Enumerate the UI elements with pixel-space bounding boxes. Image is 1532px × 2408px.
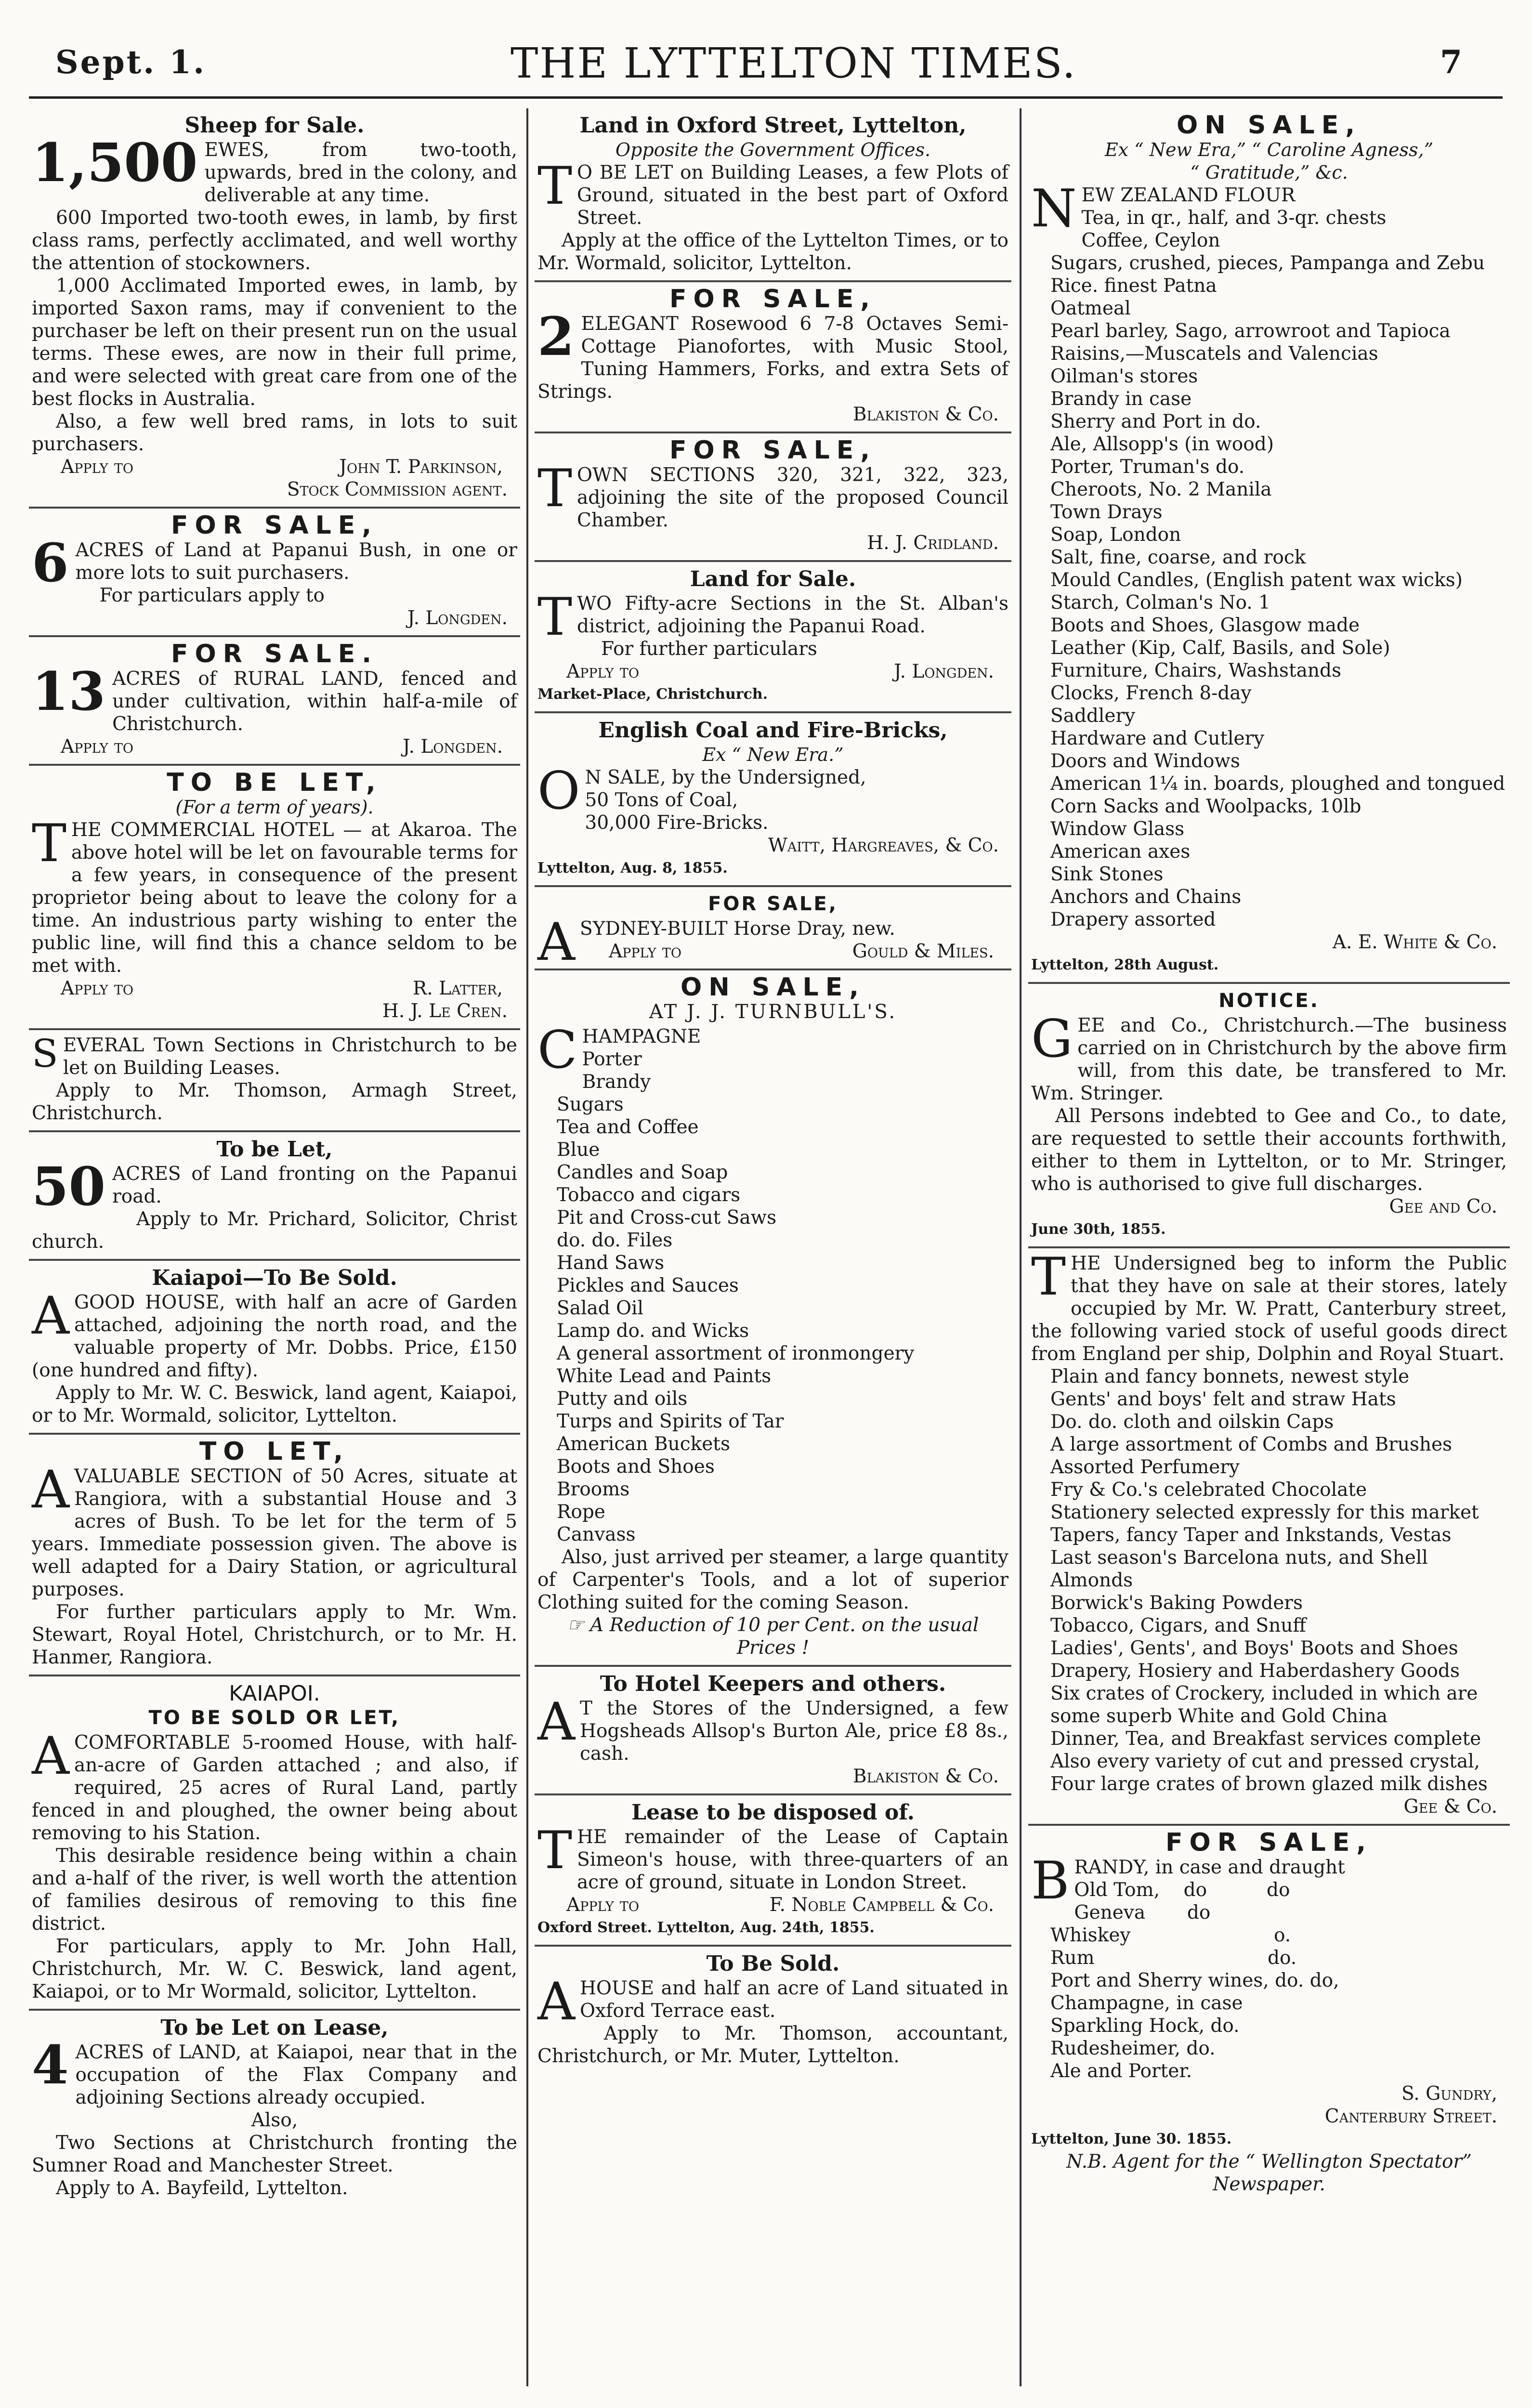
ad-subtitle: Ex “ New Era.” xyxy=(702,744,844,765)
ad-title: Sheep for Sale. xyxy=(184,113,365,138)
apply-label: Apply to xyxy=(566,661,640,682)
list-item: Assorted Perfumery xyxy=(1050,1456,1240,1478)
ad-title: NOTICE. xyxy=(1218,990,1320,1012)
apply-label: Apply to xyxy=(609,941,682,962)
ad-signature xyxy=(537,1894,1008,1916)
agent-note: N.B. Agent for the “ Wellington Spectator” Newspaper. xyxy=(1066,2151,1472,2195)
list-item: Rice. finest Patna xyxy=(1050,275,1217,297)
list-item: Canvass xyxy=(557,1524,636,1545)
list-item: Tapers, fancy Taper and Inkstands, Vestas xyxy=(1050,1524,1452,1546)
ad-title: ON SALE, xyxy=(1177,111,1362,140)
price-note: ☞ A Reduction of 10 per Cent. on the usual Prices ! xyxy=(567,1614,979,1659)
list-item: Old Tom, do do xyxy=(1074,1879,1290,1901)
list-item: Cheroots, No. 2 Manila xyxy=(1050,479,1272,500)
ad-date: Lyttelton, June 30. 1855. xyxy=(1031,2131,1232,2147)
drop-cap: B xyxy=(1031,1851,1070,1911)
lead-number: 6 xyxy=(32,532,69,594)
page-header xyxy=(0,39,1532,88)
ad-signature: Gee & Co. xyxy=(1403,1796,1497,1818)
ad-commercial-hotel xyxy=(29,766,520,1030)
ad-house-sold xyxy=(535,1947,1011,2073)
ad-pratt-stores xyxy=(1028,1248,1510,1826)
ad-text: 50 Tons of Coal, xyxy=(585,789,738,811)
list-item: Sparkling Hock, do. xyxy=(1050,2015,1240,2037)
drop-cap: A xyxy=(32,1286,69,1346)
ad-text: For particulars, apply to Mr. John Hall, Christchurch, Mr. W. C. Beswick, land agent, Kaiapoi, or to Mr Wormald, solicitor, Lyttelton. xyxy=(32,1936,517,2002)
list-item: Sink Stones xyxy=(1050,864,1164,885)
ad-text: HE Undersigned beg to inform the Public that they have on sale at their stores, lately occupied by Mr. W. Pratt, Canterbury street, the following varied stock of useful goods direct from England per ship, Dolphin and Royal Stuart. xyxy=(1031,1253,1507,1365)
goods-list xyxy=(1031,1365,1507,1795)
ad-text: ACRES of Land at Papanui Bush, in one or more lots to suit purchasers. xyxy=(75,539,517,584)
list-item: Doors and Windows xyxy=(1050,750,1240,772)
ad-signature: Blakiston & Co. xyxy=(852,404,999,425)
ad-rural-land xyxy=(29,637,520,766)
ad-text: WO Fifty-acre Sections in the St. Alban's district, adjoining the Papanui Road. xyxy=(577,593,1008,637)
ad-text: 600 Imported two-tooth ewes, in lamb, by first class rams, perfectly acclimated, and well worthy the attention of stockowners. xyxy=(32,207,517,274)
list-item: Do. do. cloth and oilskin Caps xyxy=(1050,1411,1334,1433)
ad-subtitle: “ Gratitude,” &c. xyxy=(1190,162,1348,183)
list-item: Rum do. xyxy=(1050,1947,1297,1969)
lead-number: 1,500 xyxy=(32,131,198,194)
list-item: Ladies', Gents', and Boys' Boots and Shoes xyxy=(1050,1637,1458,1659)
ad-pianofortes xyxy=(535,282,1011,433)
ad-subtitle: Ex “ New Era,” “ Caroline Agness,” xyxy=(1104,139,1434,160)
lead-number: 50 xyxy=(32,1155,106,1217)
list-item: Last season's Barcelona nuts, and Shell Almonds xyxy=(1050,1547,1428,1591)
ad-signature: Blakiston & Co. xyxy=(852,1766,999,1787)
list-item: Corn Sacks and Woolpacks, 10lb xyxy=(1050,796,1362,817)
ad-text: Apply to Mr. Thomson, accountant, Christchurch, or Mr. Muter, Lyttelton. xyxy=(537,2023,1008,2067)
ad-title: To Be Sold. xyxy=(706,1951,840,1976)
list-item: Plain and fancy bonnets, newest style xyxy=(1050,1366,1410,1387)
list-item: Rudesheimer, do. xyxy=(1050,2038,1216,2059)
ad-text: HOUSE and half an acre of Land situated in Oxford Terrace east. xyxy=(580,1977,1008,2022)
list-item: Dinner, Tea, and Breakfast services complete xyxy=(1050,1728,1481,1750)
ad-lease-disposal xyxy=(535,1795,1011,1947)
list-item: Brooms xyxy=(557,1479,630,1500)
list-item: Raisins,—Muscatels and Valencias xyxy=(1050,343,1378,365)
list-item: Ale and Porter. xyxy=(1050,2060,1192,2082)
ad-hotel-keepers xyxy=(535,1667,1011,1795)
ad-signature xyxy=(580,940,1008,963)
list-item: Sugars xyxy=(557,1094,624,1115)
list-item: Window Glass xyxy=(1050,818,1185,840)
drop-cap: C xyxy=(537,1020,577,1080)
ad-signature: Canterbury Street. xyxy=(1324,2106,1497,2127)
list-item: Ale, Allsopp's (in wood) xyxy=(1050,433,1274,455)
list-item: Also every variety of cut and pressed crystal, xyxy=(1050,1751,1480,1772)
drop-cap: S xyxy=(32,1031,58,1076)
ad-title: FOR SALE, xyxy=(708,893,838,915)
ad-text: COMFORTABLE 5-roomed House, with half-an-acre of Garden attached ; and also, if required, 25 acres of Rural Land, partly fenced in and ploughed, the owner being about removing to his Station. xyxy=(32,1732,517,1844)
masthead-title: THE LYTTELTON TIMES. xyxy=(511,39,1077,88)
list-item: Boots and Shoes xyxy=(557,1456,715,1478)
ad-kaiapoi-house xyxy=(29,1261,520,1435)
list-item: Pit and Cross-cut Saws xyxy=(557,1207,777,1229)
ad-text: EE and Co., Christchurch.—The business carried on in Christchurch by the above firm will, from this date, be transfered to Mr. Wm. Stringer. xyxy=(1031,1015,1507,1104)
ad-place: Market-Place, Christchurch. xyxy=(537,686,768,703)
goods-list xyxy=(1031,1879,1507,2082)
list-item: American axes xyxy=(1050,841,1191,863)
list-item: Six crates of Crockery, included in which are some superb White and Gold China xyxy=(1050,1683,1478,1727)
list-item: Blue xyxy=(557,1139,600,1161)
ad-title: Lease to be disposed of. xyxy=(631,1800,915,1825)
list-item: Starch, Colman's No. 1 xyxy=(1050,592,1270,614)
ad-text: Also, just arrived per steamer, a large quantity of Carpenter's Tools, and a lot of superior Clothing suited for the coming Season. xyxy=(537,1546,1008,1613)
list-item: Borwick's Baking Powders xyxy=(1050,1592,1303,1614)
lead-number: 4 xyxy=(32,2034,69,2096)
ad-title: FOR SALE, xyxy=(669,436,877,465)
header-rule xyxy=(29,96,1503,99)
list-item: Geneva do xyxy=(1074,1902,1211,1924)
list-item: Fry & Co.'s celebrated Chocolate xyxy=(1050,1479,1367,1501)
advertiser-name: Gould & Miles. xyxy=(852,941,994,962)
drop-cap: A xyxy=(537,1972,575,2032)
list-item: Porter, Truman's do. xyxy=(1050,456,1245,478)
ad-text: 1,000 Acclimated Imported ewes, in lamb, by imported Saxon rams, may if convenient to the purchaser be left on their present run on the usual terms. These ewes, are now in their full prime, and were selected with great care from one of the best flocks in Australia. xyxy=(32,275,517,410)
list-item: Furniture, Chairs, Washstands xyxy=(1050,660,1341,681)
list-item: Four large crates of brown glazed milk dishes xyxy=(1050,1773,1488,1795)
drop-cap: A xyxy=(32,1726,69,1786)
list-item: Port and Sherry wines, do. do, xyxy=(1050,1970,1339,1991)
lead-number: 2 xyxy=(537,305,575,367)
ad-rangiora-section xyxy=(29,1435,520,1676)
list-item: Pearl barley, Sago, arrowroot and Tapioca xyxy=(1050,320,1451,342)
ad-brandy-sale xyxy=(1028,1826,1510,2201)
list-item: Leather (Kip, Calf, Basils, and Sole) xyxy=(1050,637,1390,659)
ad-title: Land in Oxford Street, Lyttelton, xyxy=(579,113,967,138)
drop-cap: O xyxy=(537,761,580,821)
list-item: Salt, fine, coarse, and rock xyxy=(1050,547,1306,568)
ad-text: VALUABLE SECTION of 50 Acres, situate at Rangiora, with a substantial House and 3 acres of Bush. To be let for the term of 5 years. Immediate possession given. The above is well adapted for a Dairy Station, or agricultural purposes. xyxy=(32,1466,517,1600)
ad-title: To be Let, xyxy=(216,1137,333,1162)
list-item: Champagne, in case xyxy=(1050,1992,1243,2014)
list-item: Whiskey o. xyxy=(1050,1924,1291,1946)
list-item: Porter xyxy=(582,1048,642,1070)
list-item: Lamp do. and Wicks xyxy=(557,1320,749,1342)
advertiser-name: J. Longden. xyxy=(402,736,503,758)
list-item: Sugars, crushed, pieces, Pampanga and Zebu xyxy=(1050,252,1485,274)
list-item: Gents' and boys' felt and straw Hats xyxy=(1050,1388,1396,1410)
ad-horse-dray xyxy=(535,887,1011,970)
list-item: Boots and Shoes, Glasgow made xyxy=(1050,615,1360,636)
ad-signature: H. J. Cridland. xyxy=(867,532,999,554)
ad-signature: A. E. White & Co. xyxy=(1332,931,1497,953)
ad-text: Also, a few well bred rams, in lots to suit purchasers. xyxy=(32,411,517,455)
column-2 xyxy=(535,108,1011,2382)
ad-subtitle: AT J. J. TURNBULL'S. xyxy=(649,1001,897,1023)
ad-title: Land for Sale. xyxy=(690,567,856,591)
column-3 xyxy=(1028,108,1510,2382)
list-item: Mould Candles, (English patent wax wicks) xyxy=(1050,569,1463,591)
apply-label: Apply to xyxy=(61,456,134,478)
ad-text: ACRES of LAND, at Kaiapoi, near that in the occupation of the Flax Company and adjoining Sections already occupied. xyxy=(75,2042,517,2108)
ad-text: Two Sections at Christchurch fronting the Sumner Road and Manchester Street. xyxy=(32,2132,517,2176)
list-item: Tobacco, Cigars, and Snuff xyxy=(1050,1615,1307,1636)
ad-turnbull-sale xyxy=(535,970,1011,1667)
ad-date: June 30th, 1855. xyxy=(1031,1221,1166,1238)
ad-title: FOR SALE, xyxy=(669,285,877,314)
list-item: Hand Saws xyxy=(557,1252,665,1274)
list-item: Brandy in case xyxy=(1050,388,1192,410)
list-item: Clocks, French 8-day xyxy=(1050,682,1252,704)
list-item: Drapery assorted xyxy=(1050,909,1216,930)
list-item: Oatmeal xyxy=(1050,298,1131,319)
list-item: Town Drays xyxy=(1050,501,1163,523)
ad-text: Apply to A. Bayfeild, Lyttelton. xyxy=(56,2177,348,2199)
list-item: Rope xyxy=(557,1501,605,1523)
ad-signature xyxy=(32,735,517,758)
ad-fifty-acres xyxy=(29,1132,520,1261)
ad-title: TO BE LET, xyxy=(167,768,382,797)
list-item: Soap, London xyxy=(1050,524,1181,546)
ad-signature: S. Gundry, xyxy=(1401,2083,1497,2105)
ad-white-sale xyxy=(1028,108,1510,984)
list-item: American 1¼ in. boards, ploughed and tongued xyxy=(1050,773,1506,795)
ad-text: T the Stores of the Undersigned, a few Hogsheads Allsop's Burton Ale, price £8 8s., cash. xyxy=(580,1698,1008,1765)
ad-text: EW ZEALAND FLOUR xyxy=(1081,184,1296,206)
list-item: Drapery, Hosiery and Haberdashery Goods xyxy=(1050,1660,1460,1682)
goods-list xyxy=(537,1048,1008,1546)
page-number: 7 xyxy=(1440,43,1462,81)
ad-text: All Persons indebted to Gee and Co., to date, are requested to settle their accounts forthwith, either to them in Lyttelton, or to Mr. Stringer, who is authorised to give full discharges. xyxy=(1031,1105,1507,1195)
ad-signature xyxy=(32,977,517,1000)
ad-text: O BE LET on Building Leases, a few Plots of Ground, situated in the best part of Oxford Street. xyxy=(577,162,1008,229)
ad-text: HE COMMERCIAL HOTEL — at Akaroa. The above hotel will be let on favourable terms for a few years, in consequence of the present proprietor being about to leave the colony for a time. An industrious party wishing to enter the public line, will find this a chance seldom to be met with. xyxy=(32,819,517,977)
ad-title: FOR SALE, xyxy=(171,511,378,540)
ad-text: HE remainder of the Lease of Captain Simeon's house, with three-quarters of an acre of ground, situate in London Street. xyxy=(577,1826,1008,1893)
ad-text: Also, xyxy=(251,2109,298,2131)
ad-kaiapoi-cottage xyxy=(29,1676,520,2011)
ad-text: Apply to Mr. W. C. Beswick, land agent, Kaiapoi, or to Mr. Wormald, solicitor, Lyttelton. xyxy=(32,1382,517,1426)
ad-text: OWN SECTIONS 320, 321, 322, 323, adjoining the site of the proposed Council Chamber. xyxy=(577,464,1008,531)
ad-date: Lyttelton, Aug. 8, 1855. xyxy=(537,860,728,877)
ad-subtitle: (For a term of years). xyxy=(175,797,374,818)
drop-cap: T xyxy=(537,587,573,647)
advertiser-role: Stock Commission agent. xyxy=(287,479,508,500)
list-item: Brandy xyxy=(582,1071,651,1093)
ad-text: ACRES of RURAL LAND, fenced and under cultivation, within half-a-mile of Christchurch. xyxy=(112,668,517,735)
advertiser-name: F. Noble Campbell & Co. xyxy=(769,1894,994,1916)
ad-title: Kaiapoi—To Be Sold. xyxy=(152,1266,397,1290)
ad-title: ON SALE, xyxy=(681,973,865,1002)
ad-text: Apply to Mr. Thomson, Armagh Street, Christchurch. xyxy=(32,1080,517,1124)
ad-title: To be Let on Lease, xyxy=(160,2015,389,2040)
ad-papanui-land xyxy=(29,509,520,637)
ad-title: To Hotel Keepers and others. xyxy=(600,1672,946,1696)
ad-subtitle: Opposite the Government Offices. xyxy=(615,139,931,160)
ad-text: GOOD HOUSE, with half an acre of Garden attached, adjoining the north road, and the valuable property of Mr. Dobbs. Price, £150 (one hundred and fifty). xyxy=(32,1292,517,1381)
list-item: Tea and Coffee xyxy=(557,1116,699,1138)
ad-text: For further particulars xyxy=(601,638,817,660)
drop-cap: T xyxy=(537,1820,573,1881)
list-item: Coffee, Ceylon xyxy=(1081,230,1220,251)
list-item: Putty and oils xyxy=(557,1388,688,1410)
list-item: White Lead and Paints xyxy=(557,1365,772,1387)
drop-cap: N xyxy=(1031,179,1077,239)
advertiser-name: J. Longden. xyxy=(893,661,994,682)
advertiser-name: R. Latter, xyxy=(412,978,503,999)
drop-cap: T xyxy=(1031,1247,1066,1307)
list-item: Saddlery xyxy=(1050,705,1136,727)
list-item: A large assortment of Combs and Brushes xyxy=(1050,1434,1453,1455)
ad-text: ACRES of Land fronting on the Papanui road. xyxy=(112,1163,517,1207)
ad-text: RANDY, in case and draught xyxy=(1074,1857,1345,1878)
list-item: A general assortment of ironmongery xyxy=(557,1343,915,1364)
ad-title: KAIAPOI. xyxy=(229,1681,320,1706)
drop-cap: G xyxy=(1031,1009,1073,1069)
ad-oxford-street xyxy=(535,108,1011,282)
list-item: Salad Oil xyxy=(557,1297,643,1319)
drop-cap: A xyxy=(537,912,575,972)
list-item: American Buckets xyxy=(557,1433,730,1455)
ad-signature: Gee and Co. xyxy=(1389,1196,1497,1217)
list-item: Candles and Soap xyxy=(557,1162,728,1183)
drop-cap: A xyxy=(32,1460,69,1520)
ad-title: FOR SALE, xyxy=(1165,1828,1373,1857)
drop-cap: T xyxy=(32,813,67,874)
ad-text: EVERAL Town Sections in Christchurch to be let on Building Leases. xyxy=(63,1034,517,1079)
ad-text: HAMPAGNE xyxy=(582,1026,701,1047)
ad-town-sections-sale xyxy=(535,433,1011,562)
goods-list xyxy=(1031,207,1507,931)
column-divider xyxy=(1020,108,1021,2386)
advertiser-name: H. J. Le Cren. xyxy=(382,1000,508,1022)
ad-text: ELEGANT Rosewood 6 7-8 Octaves Semi-Cottage Pianofortes, with Music Stool, Tuning Hammers, Forks, and extra Sets of Strings. xyxy=(537,313,1008,403)
list-item: Oilman's stores xyxy=(1050,366,1198,387)
apply-label: Apply to xyxy=(61,736,134,758)
ad-date: Lyttelton, 28th August. xyxy=(1031,956,1219,973)
advertiser-name: John T. Parkinson, xyxy=(339,456,503,478)
ad-land-for-sale xyxy=(535,562,1011,713)
ad-signature xyxy=(537,660,1008,683)
list-item: Sherry and Port in do. xyxy=(1050,411,1261,432)
list-item: Anchors and Chains xyxy=(1050,886,1242,908)
ad-text: Apply to Mr. Prichard, Solicitor, Christ church. xyxy=(32,1208,517,1253)
ad-title: English Coal and Fire-Bricks, xyxy=(598,718,948,743)
ad-signature xyxy=(32,456,517,478)
lead-number: 13 xyxy=(32,660,106,722)
list-item: do. do. Files xyxy=(557,1230,673,1251)
ad-text: N SALE, by the Undersigned, xyxy=(585,767,866,788)
apply-label: Apply to xyxy=(566,1894,640,1916)
header-date: Sept. 1. xyxy=(55,43,207,81)
ad-text: SYDNEY-BUILT Horse Dray, new. xyxy=(580,918,895,940)
ad-text: EWES, from two-tooth, upwards, bred in the colony, and deliverable at any time. xyxy=(204,139,517,206)
list-item: Pickles and Sauces xyxy=(557,1275,739,1296)
ad-signature: J. Longden. xyxy=(407,607,508,629)
list-item: Turps and Spirits of Tar xyxy=(557,1411,784,1432)
drop-cap: A xyxy=(537,1692,575,1752)
ad-text: This desirable residence being within a chain and a-half of the river, is well worth the attention of families desirous of removing to this fine district. xyxy=(32,1845,517,1935)
ad-notice xyxy=(1028,984,1510,1248)
list-item: Tobacco and cigars xyxy=(557,1184,741,1206)
ad-town-sections xyxy=(29,1030,520,1132)
list-item: Stationery selected expressly for this market xyxy=(1050,1502,1479,1523)
ad-text: Apply at the office of the Lyttelton Times, or to Mr. Wormald, solicitor, Lyttelton. xyxy=(537,230,1008,274)
ad-sheep-for-sale xyxy=(29,108,520,509)
ad-subtitle: TO BE SOLD OR LET, xyxy=(148,1707,401,1729)
ad-coal-bricks xyxy=(535,713,1011,887)
ad-text: 30,000 Fire-Bricks. xyxy=(585,812,769,834)
ad-title: TO LET, xyxy=(199,1437,350,1466)
drop-cap: T xyxy=(537,156,573,216)
list-item: Hardware and Cutlery xyxy=(1050,728,1265,749)
column-1 xyxy=(29,108,520,2382)
drop-cap: T xyxy=(537,458,573,519)
list-item: Tea, in qr., half, and 3-qr. chests xyxy=(1081,207,1387,229)
ad-lease-land xyxy=(29,2011,520,2205)
ad-text: For particulars apply to xyxy=(99,585,325,606)
ad-title: FOR SALE. xyxy=(171,640,378,668)
ad-date: Oxford Street. Lyttelton, Aug. 24th, 1855. xyxy=(537,1919,875,1936)
column-divider xyxy=(526,108,528,2386)
apply-label: Apply to xyxy=(61,978,134,999)
ad-text: For further particulars apply to Mr. Wm. Stewart, Royal Hotel, Christchurch, or to Mr. H. Hanmer, Rangiora. xyxy=(32,1601,517,1668)
ad-signature: Waitt, Hargreaves, & Co. xyxy=(768,835,999,856)
